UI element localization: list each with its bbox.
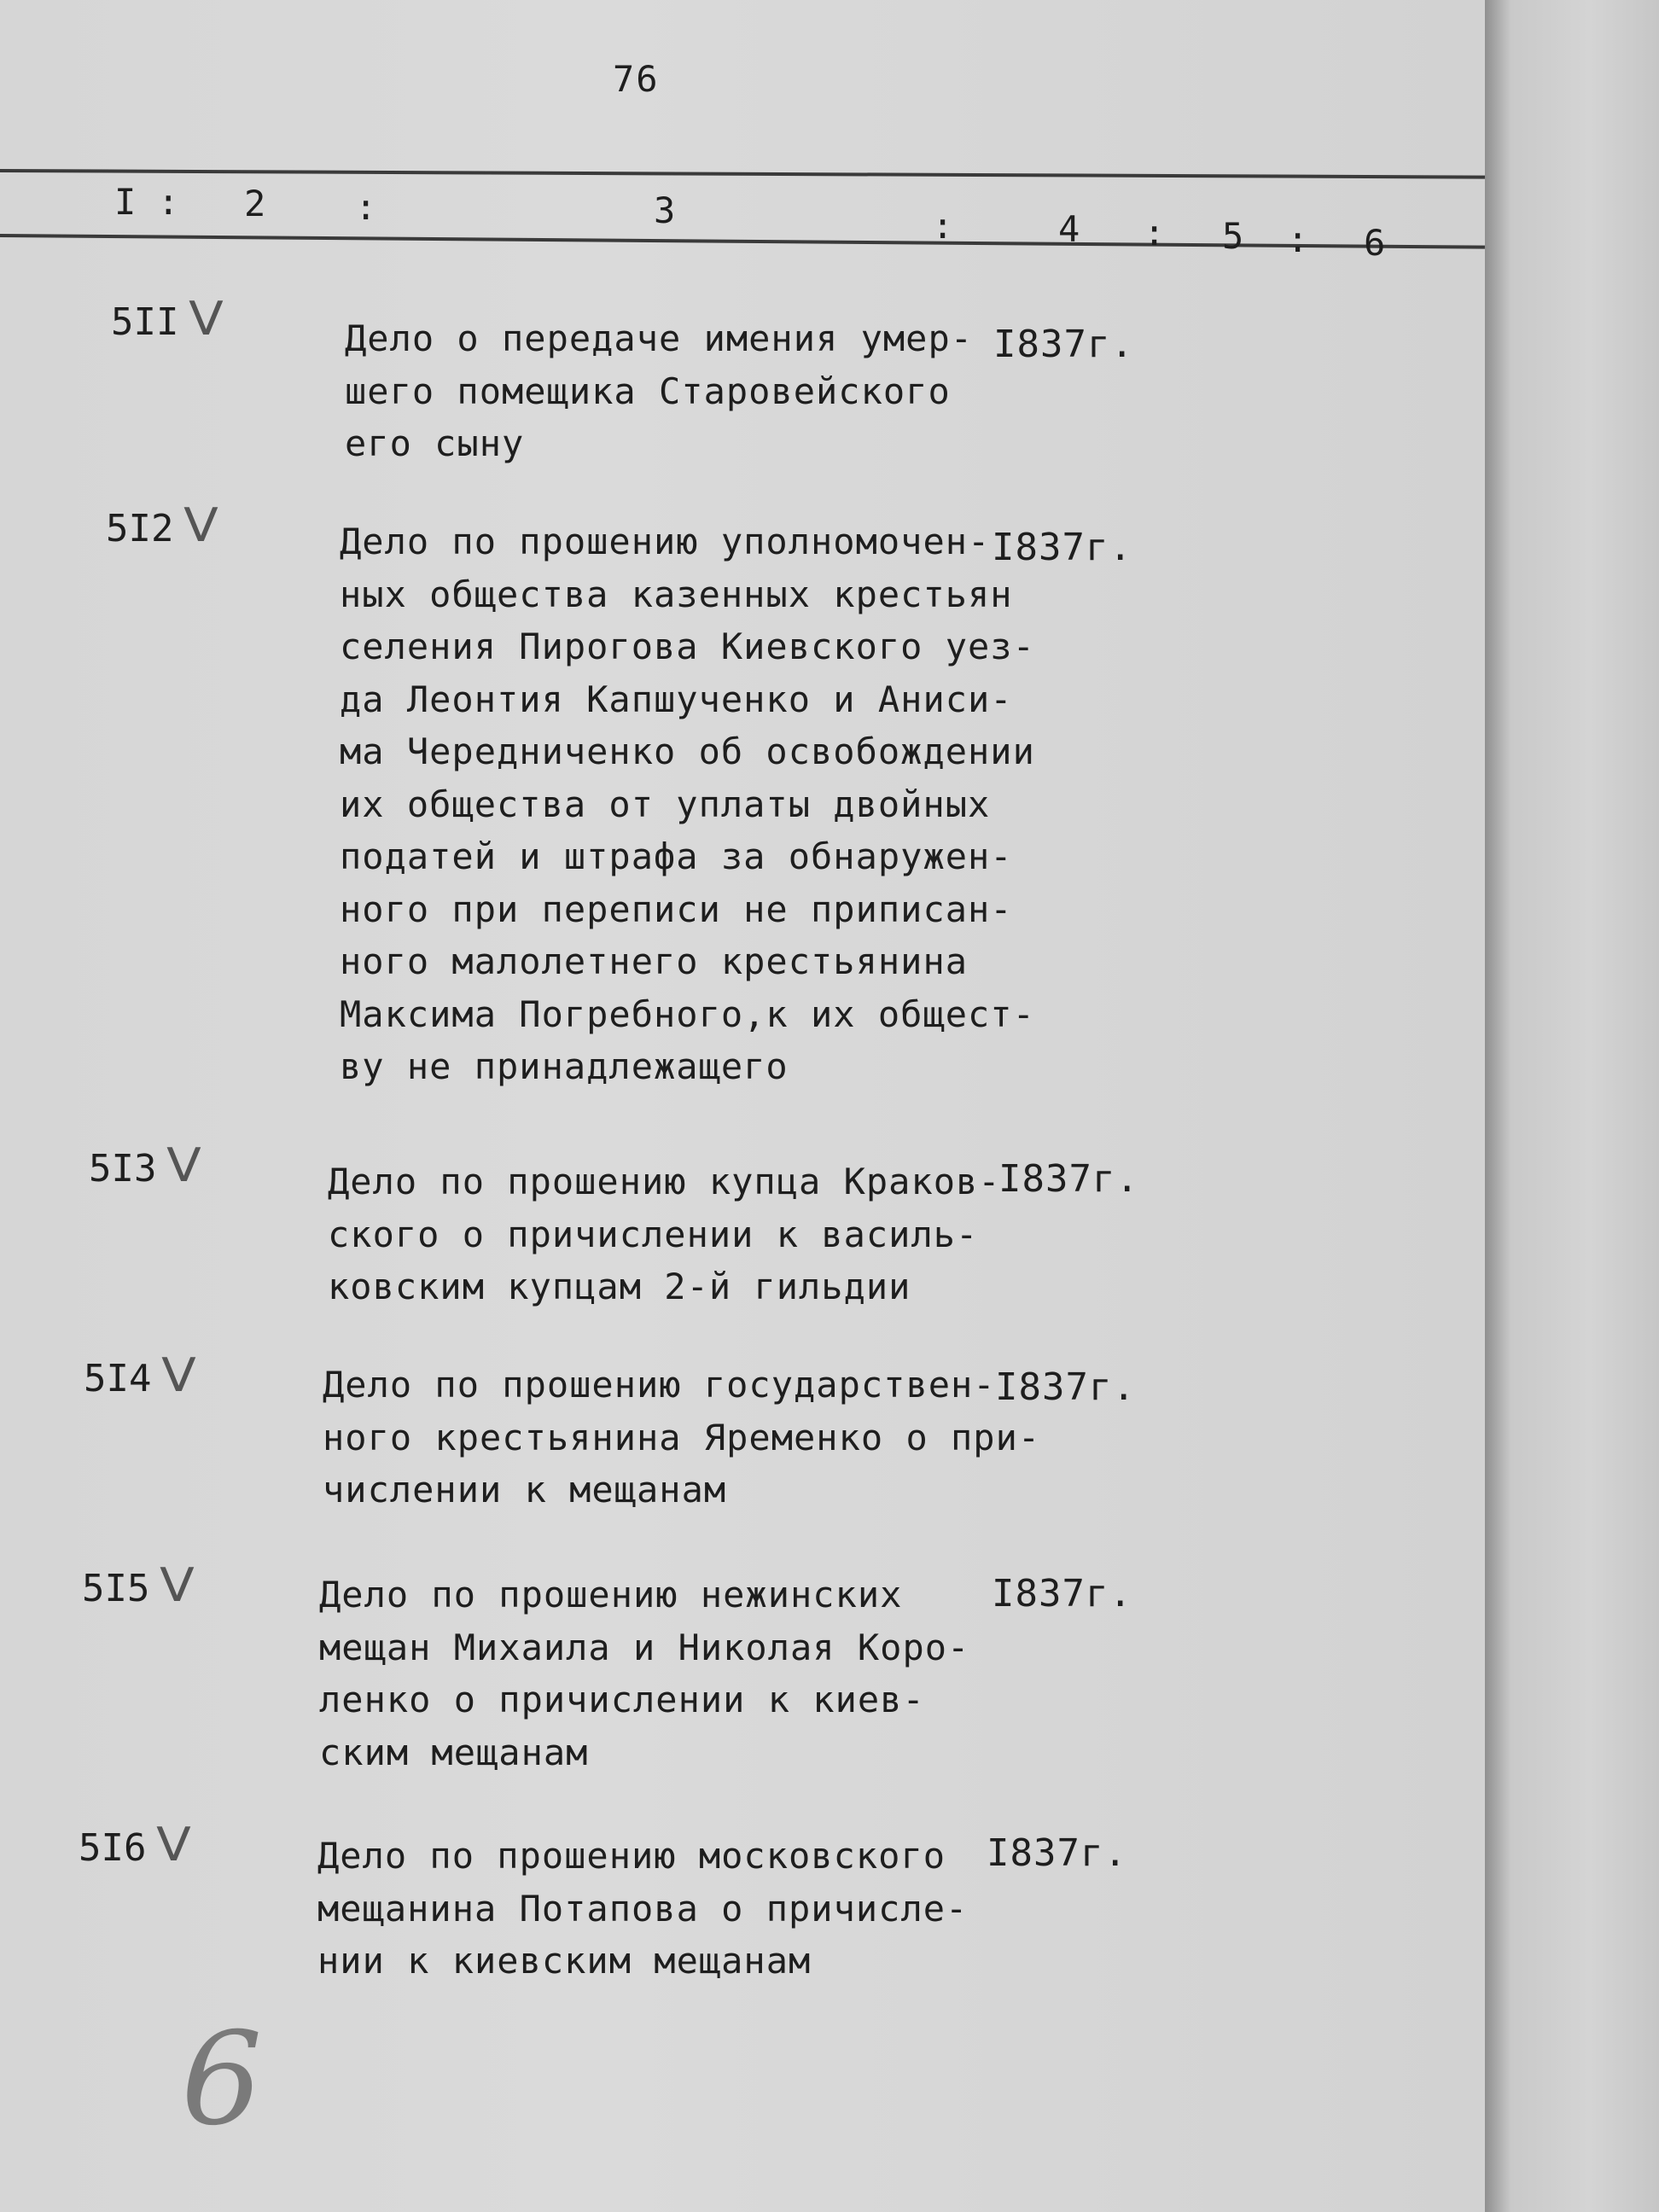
- col-header-6: 6: [1364, 222, 1386, 264]
- record-number: [106, 498, 217, 552]
- col-header-1: I :: [114, 181, 179, 223]
- record-description: Дело по прошению государствен- ного крестьянина Яременко о при- числении к мещанам: [323, 1364, 1041, 1511]
- record-number: [82, 1558, 193, 1612]
- record-year: I837г.: [992, 526, 1132, 569]
- header-top-rule: [0, 169, 1485, 179]
- record-number: [111, 292, 222, 346]
- checkmark-icon: V: [161, 1348, 197, 1402]
- record-number: [84, 1348, 195, 1402]
- record-description: Дело о передаче имения умер- шего помещика Старовейского его сыну: [345, 317, 974, 464]
- page-number: 76: [613, 58, 660, 100]
- record-number-text: 5II: [111, 300, 179, 344]
- col-header-sep: :: [932, 205, 954, 247]
- record-number: [79, 1818, 192, 1871]
- col-header-4: 4: [1058, 208, 1080, 250]
- col-header-5: 5: [1222, 215, 1244, 257]
- checkmark-icon: V: [156, 1818, 192, 1871]
- record-year: I837г.: [987, 1831, 1127, 1875]
- checkmark-icon: V: [183, 498, 219, 552]
- handwritten-note: 6: [181, 2005, 263, 2154]
- record-year: I837г.: [992, 1572, 1132, 1615]
- checkmark-icon: V: [189, 292, 224, 346]
- record-description: Дело по прошению уполномочен- ных общества казенных крестьян селения Пирогова Киевского уез- да Леонтия Капшученко и Аниси- ма Чередниченко об освобождении их общества от уплаты двойных податей и штрафа за обнаружен- ного при переписи не приписан- ного малолетнего крестьянина Максима Погребного,к их общест- ву не принадлежащего: [340, 521, 1035, 1087]
- record-description: Дело по прошению купца Краков- ского о причислении к василь- ковским купцам 2-й гильдии: [328, 1161, 1001, 1307]
- record-number-text: 5I4: [84, 1357, 152, 1400]
- record-description: Дело по прошению нежинских мещан Михаила и Николая Коро- ленко о причислении к киев- ским мещанам: [319, 1574, 970, 1773]
- col-header-sep: :: [355, 186, 377, 228]
- record-year: I837г.: [995, 1365, 1136, 1409]
- col-header-3: 3: [654, 189, 676, 231]
- record-number-text: 5I5: [82, 1567, 150, 1610]
- record-number-text: 5I3: [89, 1147, 157, 1190]
- checkmark-icon: V: [166, 1138, 202, 1192]
- header-bottom-rule: [0, 234, 1485, 249]
- col-header-2: 2: [244, 183, 266, 224]
- underlying-page-edge: [1485, 0, 1659, 2212]
- checkmark-icon: V: [160, 1558, 195, 1612]
- record-number: [89, 1138, 200, 1192]
- col-header-sep: :: [1144, 212, 1166, 253]
- record-number-text: 5I6: [79, 1826, 147, 1870]
- record-year: I837г.: [993, 323, 1134, 366]
- record-year: I837г.: [998, 1157, 1139, 1201]
- record-number-text: 5I2: [106, 507, 174, 550]
- col-header-sep: :: [1287, 218, 1309, 260]
- record-description: Дело по прошению московского мещанина Потапова о причисле- нии к киевским мещанам: [317, 1835, 969, 1982]
